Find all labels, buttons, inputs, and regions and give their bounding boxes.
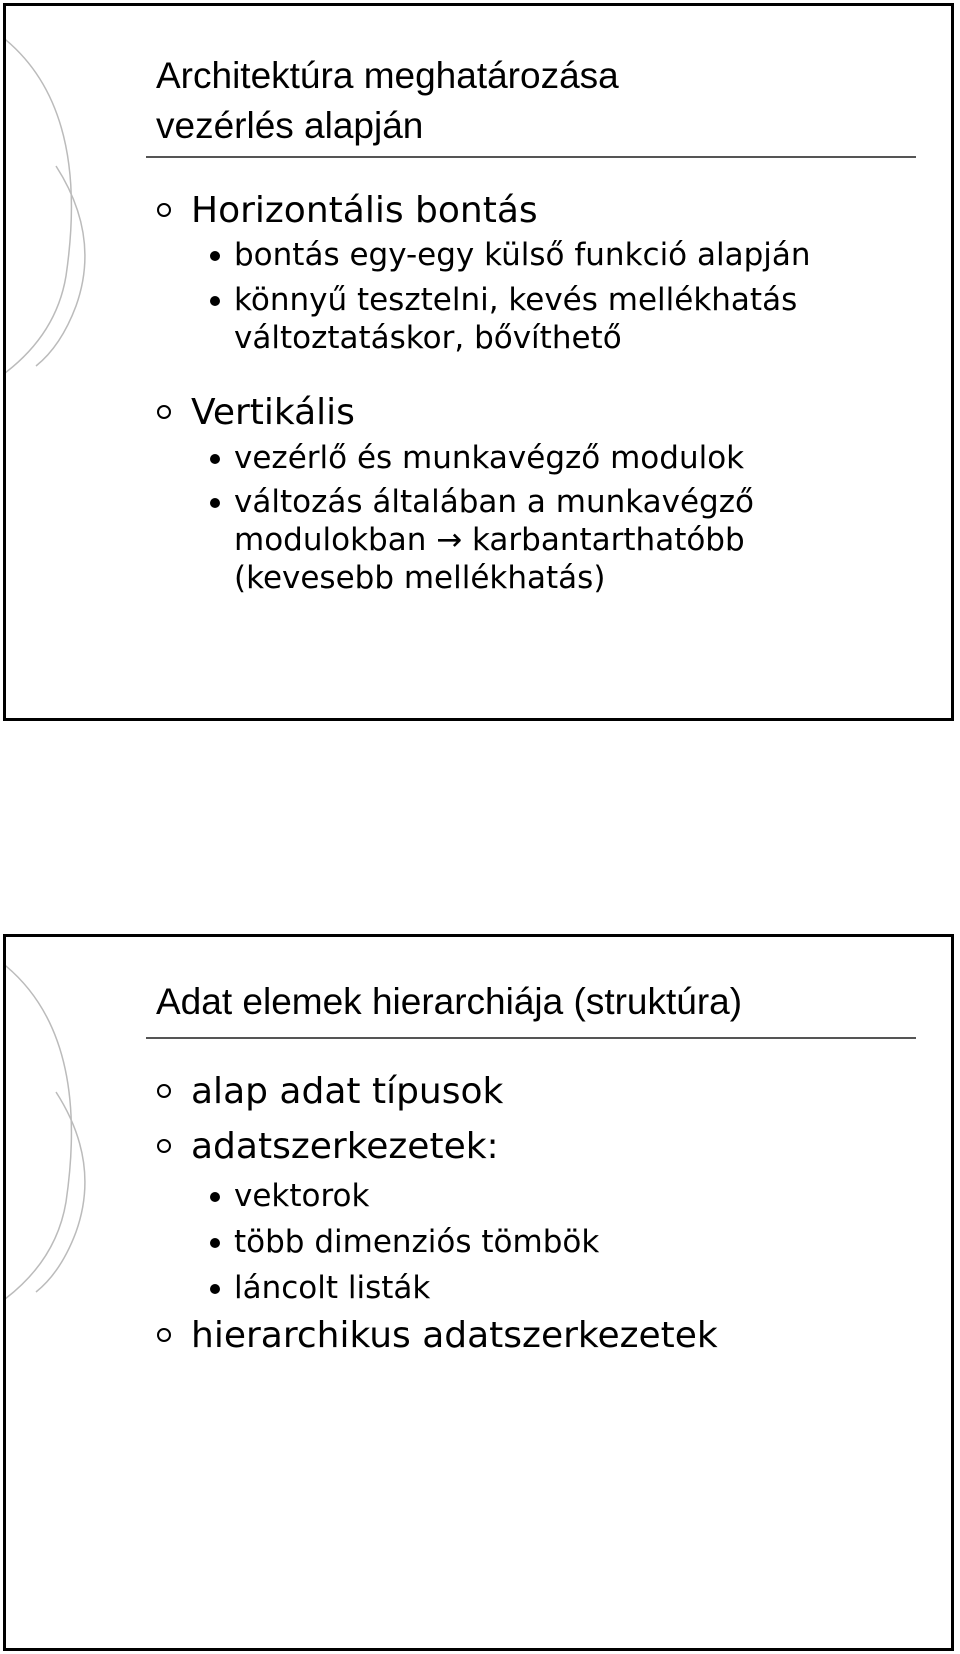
- sub-bullet: több dimenziós tömbök: [234, 1223, 914, 1261]
- sub-bullet: változás általában a munkavégző modulokban → karbantarthatóbb (kevesebb mellékhatás): [234, 483, 914, 597]
- slide-title: Architektúra meghatározása vezérlés alapján: [156, 55, 619, 146]
- bullet-hierarchikus: hierarchikus adatszerkezetek: [191, 1315, 718, 1356]
- decorative-arcs: [6, 6, 126, 406]
- sub-bullet: vezérlő és munkavégző modulok: [234, 439, 914, 477]
- title-divider: [146, 1037, 916, 1039]
- bullet-vertical: Vertikális: [191, 392, 355, 433]
- title-divider: [146, 156, 916, 158]
- decorative-arcs: [6, 937, 126, 1337]
- bullet-adatszerkezetek: adatszerkezetek:: [191, 1126, 499, 1167]
- sub-bullet: láncolt listák: [234, 1269, 914, 1307]
- bullet-alap-adat: alap adat típusok: [191, 1071, 504, 1112]
- slide-2: [3, 934, 954, 1651]
- slide-1: [3, 3, 954, 721]
- slide-title: Adat elemek hierarchiája (struktúra): [156, 981, 743, 1022]
- sub-bullet: könnyű tesztelni, kevés mellékhatás változtatáskor, bővíthető: [234, 281, 914, 357]
- bullet-horizontal: Horizontális bontás: [191, 190, 538, 231]
- sub-bullet: bontás egy-egy külső funkció alapján: [234, 236, 914, 274]
- sub-bullet: vektorok: [234, 1177, 914, 1215]
